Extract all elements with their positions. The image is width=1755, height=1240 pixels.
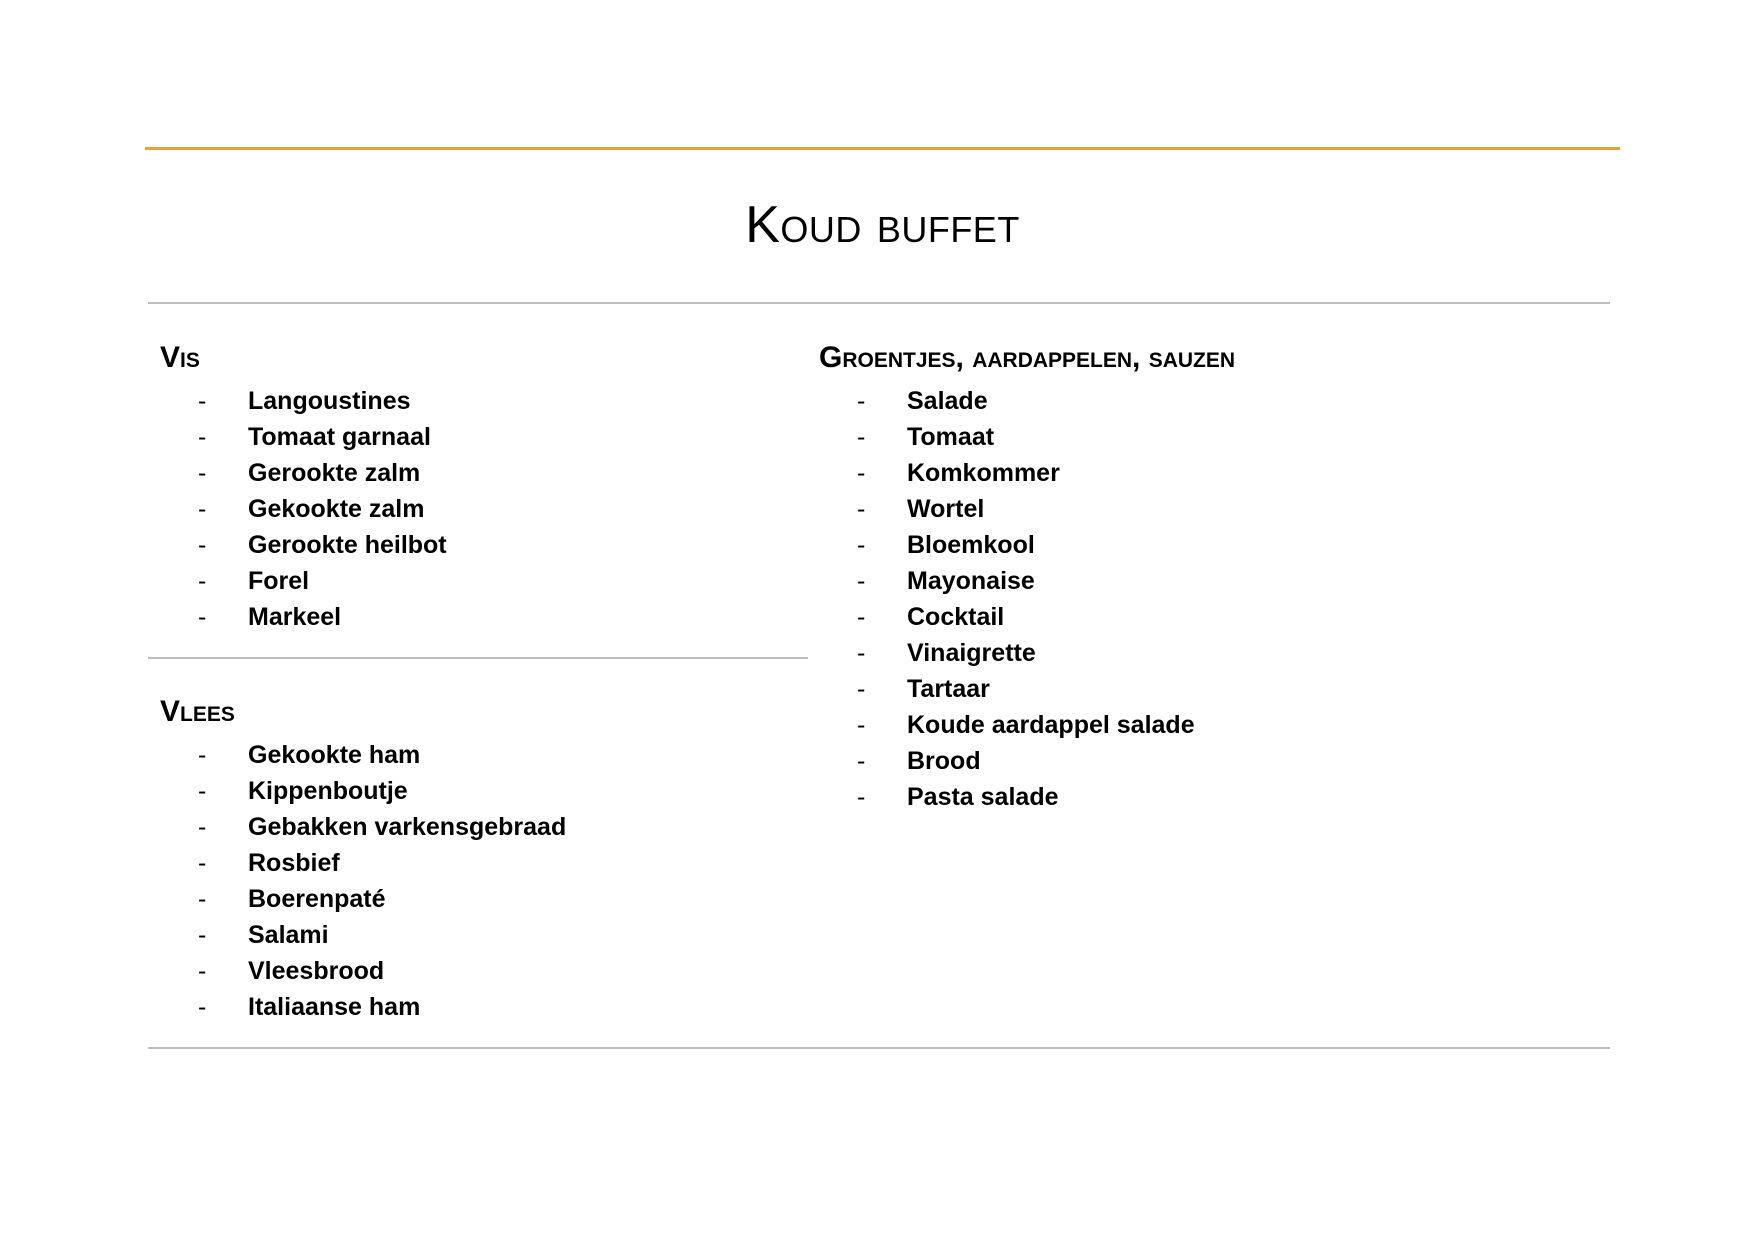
list-item-label: Gekookte zalm bbox=[248, 495, 425, 523]
list-item-label: Kippenboutje bbox=[248, 777, 408, 805]
list-item bbox=[160, 773, 800, 809]
list-item bbox=[160, 455, 800, 491]
list-item bbox=[819, 491, 1579, 527]
list-item bbox=[160, 383, 800, 419]
divider-top bbox=[148, 302, 1610, 304]
list-item-label: Pasta salade bbox=[907, 783, 1059, 811]
menu-list-vis bbox=[160, 383, 800, 635]
list-item-label: Cocktail bbox=[907, 603, 1005, 631]
list-item bbox=[160, 989, 800, 1025]
list-item bbox=[160, 491, 800, 527]
list-item-label: Vinaigrette bbox=[907, 639, 1036, 667]
list-item-label: Vleesbrood bbox=[248, 957, 385, 985]
list-item-label: Gebakken varkensgebraad bbox=[248, 813, 567, 841]
dash-bullet: - bbox=[198, 387, 207, 415]
dash-bullet: - bbox=[857, 711, 866, 739]
dash-bullet: - bbox=[857, 783, 866, 811]
page-title: Koud buffet bbox=[745, 195, 1020, 254]
menu-list-vlees bbox=[160, 737, 800, 1025]
dash-bullet: - bbox=[857, 603, 866, 631]
dash-bullet: - bbox=[857, 459, 866, 487]
list-item-label: Komkommer bbox=[907, 459, 1060, 487]
list-item-label: Rosbief bbox=[248, 849, 340, 877]
list-item-label: Wortel bbox=[907, 495, 985, 523]
list-item bbox=[819, 671, 1579, 707]
dash-bullet: - bbox=[198, 741, 207, 769]
dash-bullet: - bbox=[198, 531, 207, 559]
dash-bullet: - bbox=[857, 747, 866, 775]
dash-bullet: - bbox=[198, 603, 207, 631]
section-groentjes bbox=[819, 341, 1579, 815]
list-item-label: Tartaar bbox=[907, 675, 990, 703]
accent-divider bbox=[145, 147, 1620, 150]
list-item bbox=[160, 809, 800, 845]
list-item-label: Salami bbox=[248, 921, 329, 949]
dash-bullet: - bbox=[198, 495, 207, 523]
list-item bbox=[819, 563, 1579, 599]
list-item-label: Forel bbox=[248, 567, 310, 595]
dash-bullet: - bbox=[198, 885, 207, 913]
list-item-label: Boerenpaté bbox=[248, 885, 386, 913]
list-item bbox=[819, 455, 1579, 491]
dash-bullet: - bbox=[198, 921, 207, 949]
dash-bullet: - bbox=[857, 567, 866, 595]
list-item bbox=[160, 917, 800, 953]
list-item-label: Koude aardappel salade bbox=[907, 711, 1195, 739]
list-item bbox=[160, 419, 800, 455]
list-item-label: Italiaanse ham bbox=[248, 993, 421, 1021]
dash-bullet: - bbox=[198, 459, 207, 487]
list-item-label: Tomaat garnaal bbox=[248, 423, 431, 451]
list-item bbox=[819, 743, 1579, 779]
dash-bullet: - bbox=[198, 993, 207, 1021]
menu-list-groentjes bbox=[819, 383, 1579, 815]
dash-bullet: - bbox=[857, 423, 866, 451]
section-heading-groentjes: Groentjes, aardappelen, sauzen bbox=[819, 341, 1236, 374]
list-item bbox=[819, 635, 1579, 671]
dash-bullet: - bbox=[198, 849, 207, 877]
list-item-label: Brood bbox=[907, 747, 981, 775]
dash-bullet: - bbox=[857, 387, 866, 415]
list-item bbox=[160, 599, 800, 635]
list-item bbox=[160, 737, 800, 773]
list-item-label: Langoustines bbox=[248, 387, 411, 415]
list-item-label: Mayonaise bbox=[907, 567, 1035, 595]
list-item-label: Gerookte zalm bbox=[248, 459, 421, 487]
list-item-label: Gerookte heilbot bbox=[248, 531, 447, 559]
list-item bbox=[819, 383, 1579, 419]
section-vlees bbox=[160, 695, 800, 1025]
dash-bullet: - bbox=[198, 957, 207, 985]
list-item bbox=[819, 707, 1579, 743]
list-item bbox=[819, 527, 1579, 563]
list-item-label: Tomaat bbox=[907, 423, 995, 451]
list-item bbox=[160, 563, 800, 599]
dash-bullet: - bbox=[198, 813, 207, 841]
dash-bullet: - bbox=[857, 531, 866, 559]
list-item bbox=[819, 779, 1579, 815]
section-heading-vis: Vis bbox=[160, 341, 200, 374]
dash-bullet: - bbox=[198, 423, 207, 451]
list-item-label: Salade bbox=[907, 387, 988, 415]
divider-bottom bbox=[148, 1047, 1610, 1049]
dash-bullet: - bbox=[857, 639, 866, 667]
list-item bbox=[819, 419, 1579, 455]
dash-bullet: - bbox=[857, 495, 866, 523]
list-item bbox=[819, 599, 1579, 635]
list-item-label: Markeel bbox=[248, 603, 342, 631]
section-vis bbox=[160, 341, 800, 635]
list-item bbox=[160, 845, 800, 881]
section-heading-vlees: Vlees bbox=[160, 695, 235, 728]
list-item bbox=[160, 881, 800, 917]
divider-middle bbox=[148, 657, 808, 659]
list-item-label: Gekookte ham bbox=[248, 741, 421, 769]
list-item-label: Bloemkool bbox=[907, 531, 1035, 559]
dash-bullet: - bbox=[857, 675, 866, 703]
dash-bullet: - bbox=[198, 567, 207, 595]
dash-bullet: - bbox=[198, 777, 207, 805]
list-item bbox=[160, 527, 800, 563]
list-item bbox=[160, 953, 800, 989]
